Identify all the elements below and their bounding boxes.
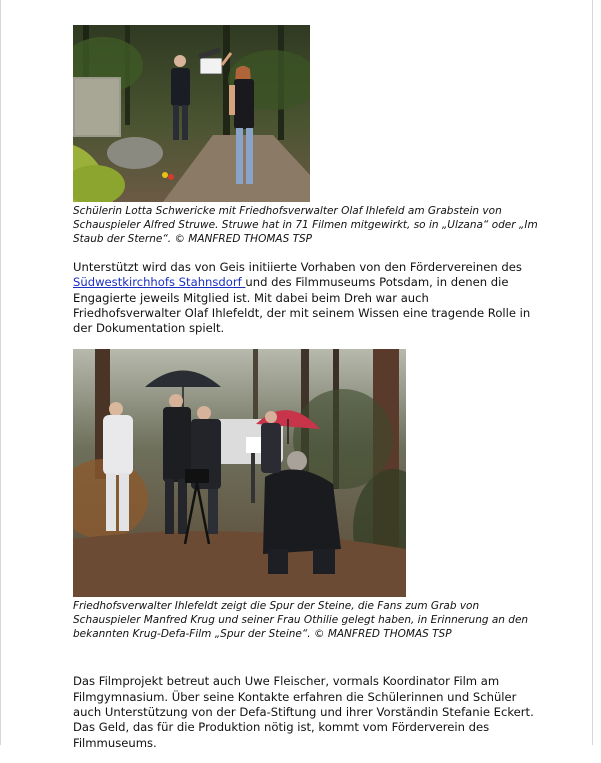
caption-figure-2: Friedhofsverwalter Ihlefeldt zeigt die Spur der Steine, die Fans zum Grab von Schauspieler Manfred Krug und seiner Frau Othilie gelegt haben, in Erinnerung an den bekannten Krug-Defa-Film „Spur der Steine“. © MANFRED THOMAS TSP (73, 600, 529, 641)
article-content (73, 25, 553, 763)
paragraph-sponsors-text-end: und des Filmmuseums Potsdam, in denen die Engagierte jeweils Mitglied ist. Mit dabei beim Dreh war auch Friedhofsverwalter Olaf Ihlefeldt, der mit seinem Wissen eine tragende Rolle in der Dokumentation spielt. (73, 275, 531, 336)
photo-film-crew-forest (73, 349, 406, 597)
link-suedwestkirchhof-stahnsdorf[interactable]: Südwestkirchhofs Stahnsdorf (73, 275, 246, 290)
caption-figure-1: Schülerin Lotta Schwericke mit Friedhofsverwalter Olaf Ihlefeld am Grabstein von Schauspieler Alfred Struwe. Struwe hat in 71 Filmen mitgewirkt, so in „Ulzana“ oder „Im Staub der Sterne“. © MANFRED THOMAS TSP (73, 205, 538, 245)
page-border-left (0, 0, 1, 745)
paragraph-sponsors (73, 260, 538, 336)
page-border-right (592, 0, 593, 745)
photo-grave-clapperboard (73, 25, 310, 202)
paragraph-sponsors-text-start: Unterstützt wird das von Geis initiierte Vorhaben von den Fördervereinen des (73, 260, 522, 274)
paragraph-film-project: Das Filmprojekt betreut auch Uwe Fleischer, vormals Koordinator Film am Filmgymnasium. Über seine Kontakte erfahren die Schülerinnen und Schüler auch Unterstützung von der Defa-Stiftung und ihrer Vorständin Stefanie Eckert. Das Geld, das für die Produktion nötig ist, kommt vom Förderverein des Filmmuseums. (73, 674, 534, 750)
